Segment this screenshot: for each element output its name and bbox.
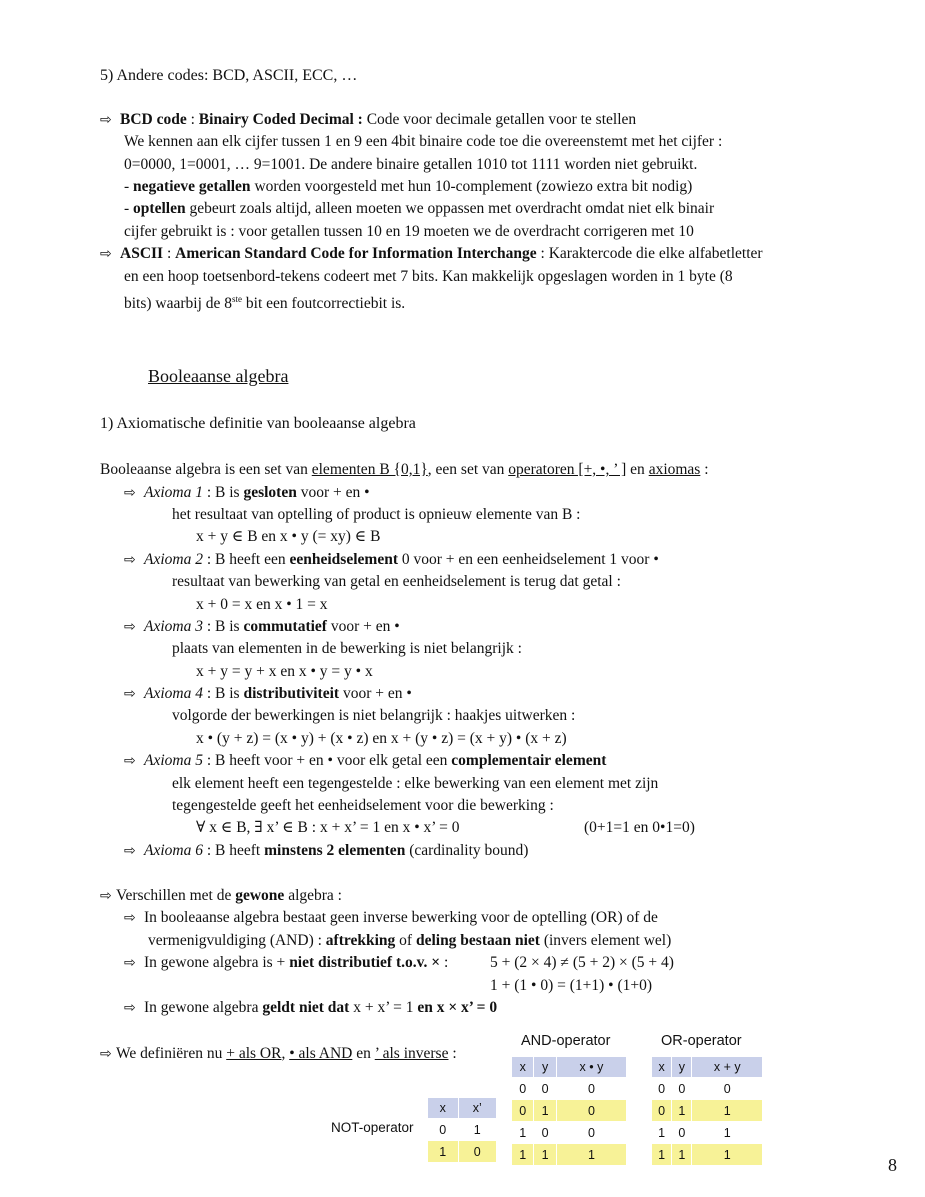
subsection-heading: 1) Axiomatische definitie van booleaanse algebra <box>100 415 416 432</box>
arrow-right-icon: ⇨ <box>124 910 136 926</box>
table-cell: 1 <box>534 1144 556 1166</box>
table-cell: 1 <box>672 1144 692 1166</box>
table-header-cell: y <box>534 1057 556 1078</box>
table-row <box>512 1078 627 1100</box>
axioma-2-line-2: resultaat van bewerking van getal en eenheidselement is terug dat getal : <box>172 573 621 590</box>
page-title: Booleaanse algebra <box>148 366 289 386</box>
table-row <box>512 1100 627 1122</box>
table-row <box>652 1078 763 1100</box>
table-cell: 0 <box>556 1122 626 1144</box>
table-cell: 1 <box>692 1144 763 1166</box>
table-cell: 0 <box>672 1078 692 1100</box>
table-cell: 1 <box>556 1144 626 1166</box>
axioma-1-formula: x + y ∈ B en x • y (= xy) ∈ B <box>196 528 381 545</box>
and-truth-table <box>511 1056 627 1166</box>
differences-heading: ⇨ Verschillen met de gewone algebra : <box>100 887 342 904</box>
bcd-line-3: 0=0000, 1=0001, … 9=1001. De andere binaire getallen 1010 tot 1111 worden niet gebruikt. <box>124 156 698 173</box>
table-header-cell: x <box>428 1098 459 1119</box>
table-cell: 1 <box>672 1100 692 1122</box>
and-table-title: AND-operator <box>521 1033 611 1049</box>
table-row <box>428 1141 497 1163</box>
table-cell: 0 <box>428 1119 459 1141</box>
axioma-4-formula: x • (y + z) = (x • y) + (x • z) en x + (y • z) = (x + y) • (x + z) <box>196 730 567 747</box>
axioma-3-formula: x + y = y + x en x • y = y • x <box>196 663 373 680</box>
table-cell: 1 <box>512 1144 534 1166</box>
table-cell: 0 <box>534 1078 556 1100</box>
table-header-row <box>428 1098 497 1119</box>
table-cell: 0 <box>512 1078 534 1100</box>
arrow-right-icon: ⇨ <box>100 112 112 128</box>
arrow-right-icon: ⇨ <box>124 753 136 769</box>
axioma-4: ⇨ Axioma 4 : B is distributiviteit voor + en • <box>124 685 412 702</box>
difference-2-formula-2: 1 + (1 • 0) = (1+1) • (1+0) <box>490 977 653 994</box>
ascii-line-3: bits) waarbij de 8ste bit een foutcorrectiebit is. <box>124 294 406 313</box>
not-truth-table <box>427 1097 497 1163</box>
axioma-5-line-2: elk element heeft een tegengestelde : elke bewerking van een element met zijn <box>172 775 659 792</box>
or-table-title: OR-operator <box>661 1033 742 1049</box>
arrow-right-icon: ⇨ <box>124 552 136 568</box>
table-cell: 0 <box>556 1100 626 1122</box>
table-cell: 0 <box>512 1100 534 1122</box>
table-cell: 0 <box>556 1078 626 1100</box>
table-header-row <box>512 1057 627 1078</box>
table-cell: 1 <box>428 1141 459 1163</box>
table-row <box>512 1122 627 1144</box>
axioma-3: ⇨ Axioma 3 : B is commutatief voor + en • <box>124 618 400 635</box>
bcd-line-6: cijfer gebruikt is : voor getallen tussen 10 en 19 moeten we de overdracht corrigeren met 10 <box>124 223 694 240</box>
axioma-2-formula: x + 0 = x en x • 1 = x <box>196 596 328 613</box>
axioma-2: ⇨ Axioma 2 : B heeft een eenheidselement 0 voor + en een eenheidselement 1 voor • <box>124 551 659 568</box>
table-header-cell: x + y <box>692 1057 763 1078</box>
bcd-line-4: - negatieve getallen worden voorgesteld met hun 10-complement (zowiezo extra bit nodig) <box>124 178 693 195</box>
table-cell: 1 <box>534 1100 556 1122</box>
ascii-line: ⇨ ASCII : American Standard Code for Information Interchange : Karaktercode die elke alfabetletter <box>100 245 763 262</box>
table-cell: 1 <box>652 1144 672 1166</box>
table-header-cell: x <box>652 1057 672 1078</box>
table-row <box>652 1122 763 1144</box>
arrow-right-icon: ⇨ <box>124 1000 136 1016</box>
arrow-right-icon: ⇨ <box>124 955 136 971</box>
table-cell: 0 <box>692 1078 763 1100</box>
axioma-5: ⇨ Axioma 5 : B heeft voor + en • voor elk getal een complementair element <box>124 752 607 769</box>
table-cell: 0 <box>534 1122 556 1144</box>
table-header-row <box>652 1057 763 1078</box>
table-header-cell: x • y <box>556 1057 626 1078</box>
table-row <box>428 1119 497 1141</box>
table-header-cell: x <box>512 1057 534 1078</box>
arrow-right-icon: ⇨ <box>124 686 136 702</box>
axioma-1: ⇨ Axioma 1 : B is gesloten voor + en • <box>124 484 370 501</box>
arrow-right-icon: ⇨ <box>100 246 112 262</box>
arrow-right-icon: ⇨ <box>124 485 136 501</box>
table-cell: 1 <box>458 1119 497 1141</box>
intro-line: Booleaanse algebra is een set van elementen B {0,1}, een set van operatoren [+, •, ’ ] en axiomas : <box>100 461 709 478</box>
axioma-3-line-2: plaats van elementen in de bewerking is niet belangrijk : <box>172 640 522 657</box>
table-cell: 1 <box>692 1122 763 1144</box>
axioma-4-line-2: volgorde der bewerkingen is niet belangrijk : haakjes uitwerken : <box>172 707 576 724</box>
bcd-line-5: - optellen gebeurt zoals altijd, alleen moeten we oppassen met overdracht omdat niet elk binair <box>124 200 715 217</box>
table-cell: 0 <box>458 1141 497 1163</box>
section-heading: 5) Andere codes: BCD, ASCII, ECC, … <box>100 67 358 84</box>
table-row <box>652 1144 763 1166</box>
difference-1: ⇨ In booleaanse algebra bestaat geen inverse bewerking voor de optelling (OR) of de <box>124 909 658 926</box>
table-cell: 0 <box>652 1078 672 1100</box>
arrow-right-icon: ⇨ <box>100 888 112 904</box>
page-number: 8 <box>888 1155 897 1175</box>
difference-3: ⇨ In gewone algebra geldt niet dat x + x’ = 1 en x × x’ = 0 <box>124 999 498 1016</box>
bcd-line: ⇨ BCD code : Binairy Coded Decimal : Code voor decimale getallen voor te stellen <box>100 111 637 128</box>
table-cell: 1 <box>652 1122 672 1144</box>
axioma-5-example: (0+1=1 en 0•1=0) <box>584 819 695 836</box>
axioma-6: ⇨ Axioma 6 : B heeft minstens 2 elementen (cardinality bound) <box>124 842 529 859</box>
difference-2: ⇨ In gewone algebra is + niet distributief t.o.v. × : <box>124 954 449 971</box>
difference-1-line-2: vermenigvuldiging (AND) : aftrekking of deling bestaan niet (invers element wel) <box>148 932 672 949</box>
or-truth-table <box>651 1056 763 1166</box>
table-cell: 1 <box>692 1100 763 1122</box>
axioma-1-line-2: het resultaat van optelling of product is opnieuw elemente van B : <box>172 506 581 523</box>
ascii-line-2: en een hoop toetsenbord-tekens codeert met 7 bits. Kan makkelijk opgeslagen worden in 1 byte (8 <box>124 268 733 285</box>
definition-line: ⇨ We definiëren nu + als OR, • als AND en ’ als inverse : <box>100 1045 457 1062</box>
table-row <box>512 1144 627 1166</box>
difference-2-formula: 5 + (2 × 4) ≠ (5 + 2) × (5 + 4) <box>490 954 674 971</box>
table-cell: 0 <box>652 1100 672 1122</box>
table-cell: 1 <box>512 1122 534 1144</box>
axioma-5-formula: ∀ x ∈ B, ∃ x’ ∈ B : x + x’ = 1 en x • x’ = 0 <box>196 819 460 836</box>
table-header-cell: x’ <box>458 1098 497 1119</box>
table-cell: 0 <box>672 1122 692 1144</box>
not-table-label: NOT-operator <box>331 1120 414 1135</box>
axioma-5-line-3: tegengestelde geeft het eenheidselement voor die bewerking : <box>172 797 554 814</box>
arrow-right-icon: ⇨ <box>100 1046 112 1062</box>
arrow-right-icon: ⇨ <box>124 619 136 635</box>
table-header-cell: y <box>672 1057 692 1078</box>
table-row <box>652 1100 763 1122</box>
bcd-line-2: We kennen aan elk cijfer tussen 1 en 9 een 4bit binaire code toe die overeenstemt met het cijfer : <box>124 133 723 150</box>
arrow-right-icon: ⇨ <box>124 843 136 859</box>
